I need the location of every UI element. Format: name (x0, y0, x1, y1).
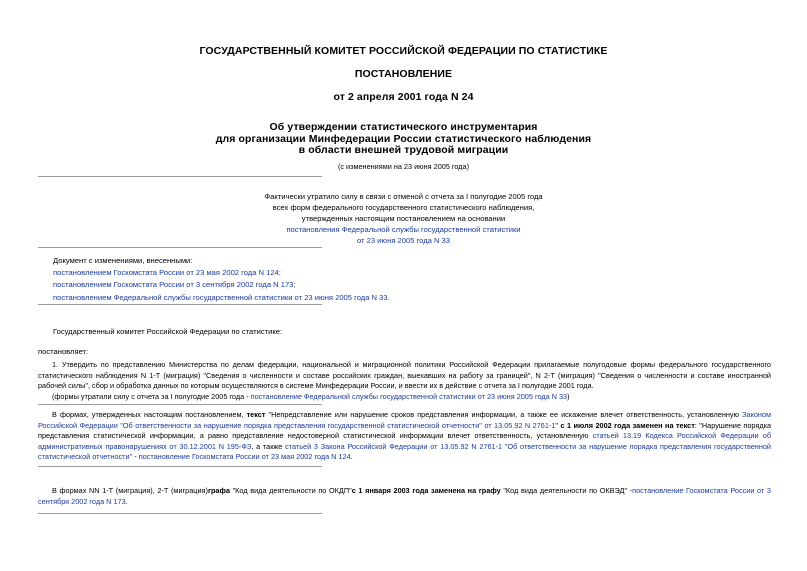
note-link[interactable]: постановление Госкомстата России от 23 мая 2002 года N 124 (138, 452, 351, 462)
issuing-authority: ГОСУДАРСТВЕННЫЙ КОМИТЕТ РОССИЙСКОЙ ФЕДЕРАЦИИ ПО СТАТИСТИКЕ (199, 45, 608, 57)
note-text: "Непредставление или нарушение сроков представления информации, а также ее искажение влечет ответственность, установленную (265, 410, 743, 419)
amendment-link[interactable]: постановлением Госкомстата России от 3 сентября 2002 года N 173; (53, 280, 296, 290)
divider (38, 247, 322, 248)
note-text: В формах NN 1-Т (миграция), 2-Т (миграция) (52, 486, 208, 495)
invalidity-line: Фактически утратило силу в связи с отменой с отчета за I полугодие 2005 года (264, 192, 543, 201)
title-line: для организации Минфедерации России статистического наблюдения (215, 132, 592, 145)
note-column-replacement (38, 486, 771, 507)
note-emphasis: графа (207, 486, 230, 495)
note-text: "Код вида деятельности по ОКВЭД" - (500, 486, 633, 495)
invalidity-link[interactable]: от 23 июня 2005 года N 33 (356, 236, 451, 245)
note-text: ) (567, 392, 570, 401)
note-text: . (125, 496, 128, 506)
title-line: Об утверждении статистического инструментария (269, 121, 538, 133)
note-link[interactable]: Законом Российской Федерации "Об ответственности за нарушение порядка представления государственной статистической отчетности" от 13.05.92 N 2761-1 (38, 410, 771, 430)
note-link[interactable]: постановление Федеральной службы государственной статистики от 23 июня 2005 года N 33 (250, 392, 568, 401)
note-text: В формах, утвержденных настоящим постановлением, (52, 410, 247, 419)
note-link[interactable]: статьей 3 Закона Российской Федерации от 13.05.92 N 2761-1 "Об ответственности за нарушение порядка представления государственной статистической отчетности" (38, 441, 771, 462)
note-text-replacement (38, 410, 771, 463)
amendments-heading: Документ с изменениями, внесенными: (53, 256, 193, 265)
paragraph-1: 1. Утвердить по представлению Министерства по делам федерации, национальной и миграционной политики Российской Федерации прилагаемые полугодовые формы федерального государственного статистического наблюдения N 1-Т (миграция) "Сведения о численности и составе российских граждан, выехавших на работу за границей", N 2-Т (миграция) "Сведения о численности и составе иностранной рабочей силы", сбор и обработка данных по которым осуществляются в системе Минфедерации России, и ввести их в действие с отчета за I полугодие 2001 года. (38, 360, 771, 391)
document-type: ПОСТАНОВЛЕНИЕ (354, 68, 453, 80)
intro-line: Государственный комитет Российской Федерации по статистике: (53, 327, 283, 336)
document-date-number: от 2 апреля 2001 года N 24 (333, 91, 474, 103)
note-emphasis: с 1 июля 2002 года заменен на текст (560, 420, 695, 430)
invalidity-line: утвержденных настоящим постановлением на основании (301, 214, 506, 223)
changes-note: (с изменениями на 23 июня 2005 года) (337, 162, 470, 171)
note-text: : "Нарушение порядка представления статистической информации, а равно представление недостоверной статистической информации влечет ответственность, установленную (38, 420, 772, 441)
title-line: в области внешней трудовой миграции (298, 144, 509, 156)
note-text: (формы утратили силу с отчета за I полугодие 2005 года - (52, 392, 251, 401)
divider (38, 404, 322, 405)
note-link[interactable]: статьей 13.19 Кодекса Российской Федерации об административных правонарушениях от 30.12.2001 N 195-ФЗ (38, 431, 772, 451)
paragraph-1-note (52, 392, 785, 403)
note-text: , а также (251, 441, 286, 451)
divider (38, 513, 322, 514)
decree-line: постановляет: (38, 347, 89, 356)
note-link[interactable]: постановление Госкомстата России от 3 сентября 2002 года N 173 (38, 486, 771, 506)
note-text: " (555, 420, 561, 430)
note-text: - (132, 452, 139, 462)
invalidity-note (0, 191, 807, 246)
divider (38, 304, 322, 305)
divider (38, 176, 322, 177)
note-text: "Код вида деятельности по ОКДП" (229, 486, 352, 495)
note-text: . (350, 452, 353, 462)
document-title (0, 122, 807, 157)
amendment-link[interactable]: постановлением Госкомстата России от 23 мая 2002 года N 124; (53, 268, 281, 278)
amendment-link[interactable]: постановлением Федеральной службы государственной статистики от 23 июня 2005 года N 33. (53, 292, 390, 302)
amendments-block (53, 255, 773, 304)
divider (38, 466, 322, 467)
invalidity-link[interactable]: постановления Федеральной службы государственной статистики (286, 225, 521, 234)
note-emphasis: с 1 января 2003 года заменена на графу (351, 486, 501, 495)
invalidity-line: всех форм федерального государственного статистического наблюдения, (272, 203, 535, 212)
note-emphasis: текст (246, 410, 266, 419)
